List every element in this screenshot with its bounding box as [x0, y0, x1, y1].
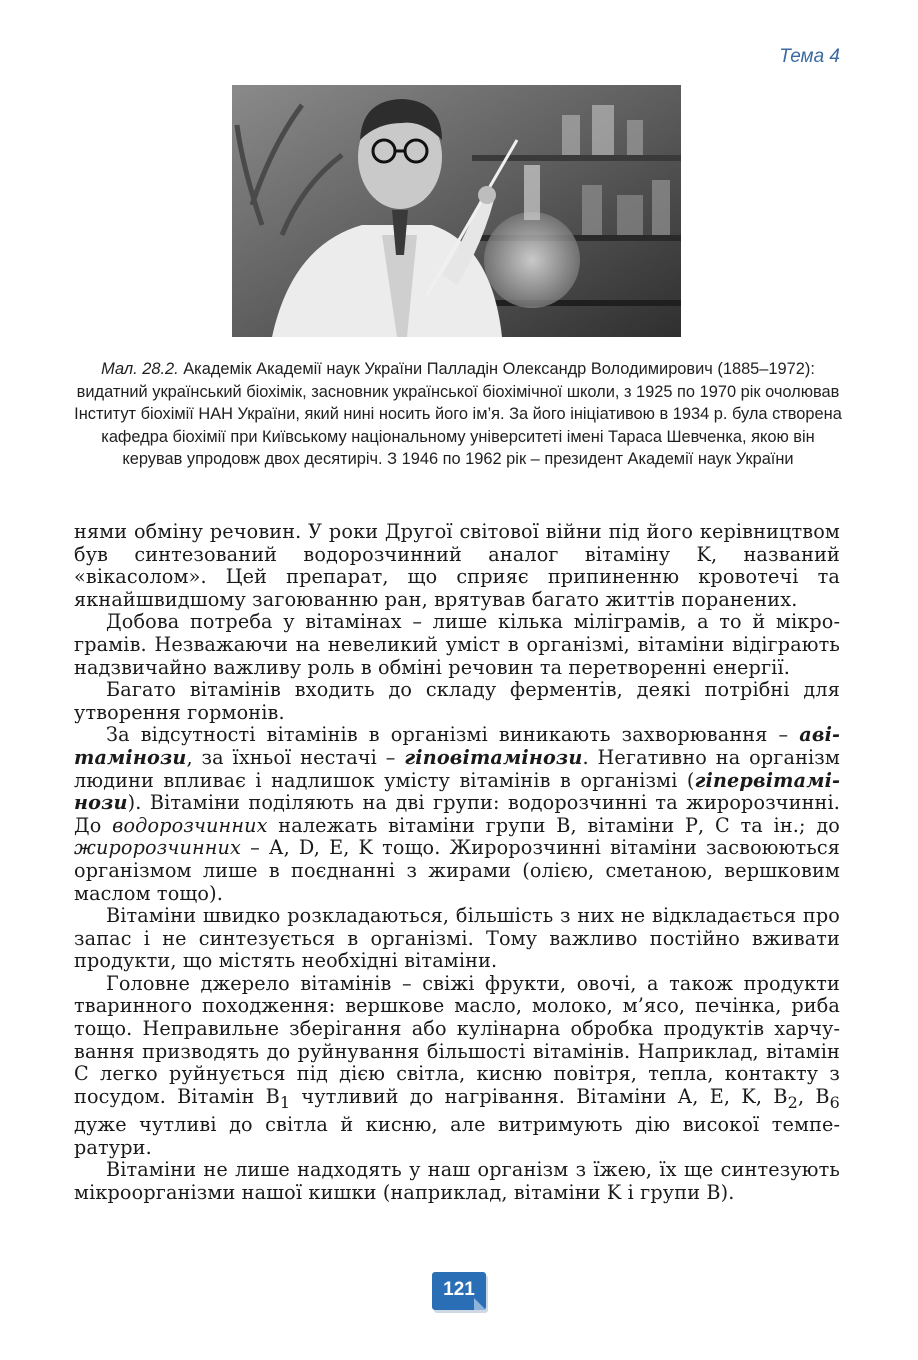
caption-lead: Мал. 28.2.	[101, 360, 179, 378]
paragraph-1: нями обміну речовин. У роки Другої світової війни під його керівництвом був синтезований водорозчинний аналог вітаміну K, названий «вікасолом». Цей препарат, що сприяє припиненню кровотечі та якнайшвидшому загоюванню ран, врятував багато життів поранених.	[74, 520, 840, 611]
page-number-badge	[432, 1272, 486, 1312]
paragraph-5: Вітаміни швидко розкладаються, більшість з них не відкладається про запас і не синтезується в організмі. Тому важливо постійно вживати продукти, що містять необхідні вітаміни.	[74, 904, 840, 973]
paragraph-3: Багато вітамінів входить до складу ферментів, деякі потрібні для утворення гормонів.	[74, 678, 840, 724]
main-text	[74, 521, 840, 1205]
p6-text-3: , В	[797, 1084, 830, 1108]
p4-text-1: За відсутності вітамінів в організмі виникають захворювання –	[106, 723, 800, 747]
p6-text-1: Головне джерело вітамінів – свіжі фрукти, овочі, а також продукти тваринного походження: вершкове масло, молоко, м’ясо, печінка, риба тощо. Неправильне зберігання або кулінарна обробка продуктів харчування призводять до руйнування більшості вітамінів. Наприклад, вітамін С легко руйнується під дією світла, кисню повітря, тепла, контакту з посудом. Вітамін B	[74, 971, 840, 1108]
p4-text-3: . Негативно на організм людини впливає і надлишок умісту вітамінів в організмі (	[74, 745, 840, 792]
p4-text-2: , за їхньої нестачі –	[186, 745, 405, 769]
term-hypervitaminosis: гіпервітамінози	[74, 768, 840, 815]
p4-text-4: ). Вітаміни поділяють на дві групи: водорозчинні та жиророзчинні. До	[74, 791, 840, 837]
topic-label: Тема 4	[779, 46, 840, 67]
term-fat-soluble: жиророзчинних	[74, 836, 242, 860]
portrait-photo	[232, 85, 681, 337]
portrait-photo-icon	[232, 85, 681, 337]
term-water-soluble: водорозчинних	[112, 813, 268, 837]
p4-text-6: – А, D, Е, K тощо. Жиророзчинні вітаміни засвоюються організмом лише в поєднанні з жирами (олією, сметаною, вершковим маслом тощо).	[74, 836, 840, 905]
caption-text: Академік Академії наук України Палладін Олександр Володимирович (1885–1972): видатний український біохімік, засновник української біохімічної школи, з 1925 по 1970 рік очолював Інститут біохімії НАН України, який нині носить його ім’я. За його ініціативою в 1934 р. була створена кафедра біохімії при Київському національному університеті імені Тараса Шевченка, якою він керував упродовж двох десятиріч. З 1946 по 1962 рік – президент Академії наук України	[74, 360, 842, 469]
subscript-1: 1	[279, 1092, 291, 1112]
figure-caption	[74, 358, 842, 471]
p4-text-5: належать вітаміни групи В, вітаміни Р, С та ін.; до	[267, 813, 841, 837]
subscript-2: 2	[787, 1092, 798, 1112]
paragraph-7: Вітаміни не лише надходять у наш організм з їжею, їх ще синтезують мікроорганізми нашої кишки (наприклад, вітаміни K і групи В).	[74, 1158, 840, 1205]
subscript-6: 6	[829, 1092, 840, 1112]
p6-text-4: дуже чутливі до світла й кисню, але витримують дію високої температури.	[74, 1113, 840, 1159]
p6-text-2: чутливий до нагрівання. Вітаміни А, Е, K, В	[290, 1084, 788, 1108]
term-hypovitaminosis: гіповітамінози	[404, 745, 583, 769]
page-number: 121	[443, 1279, 475, 1300]
paragraph-4	[74, 724, 840, 905]
paragraph-6	[74, 973, 840, 1160]
term-avitaminosis: авітамінози	[74, 723, 840, 769]
paragraph-2: Добова потреба у вітамінах – лише кілька міліграмів, а то й мікрограмів. Незважаючи на невеликий уміст в організмі, вітаміни відіграють надзвичайно важливу роль в обміні речовин та перетворенні енергії.	[74, 610, 840, 679]
